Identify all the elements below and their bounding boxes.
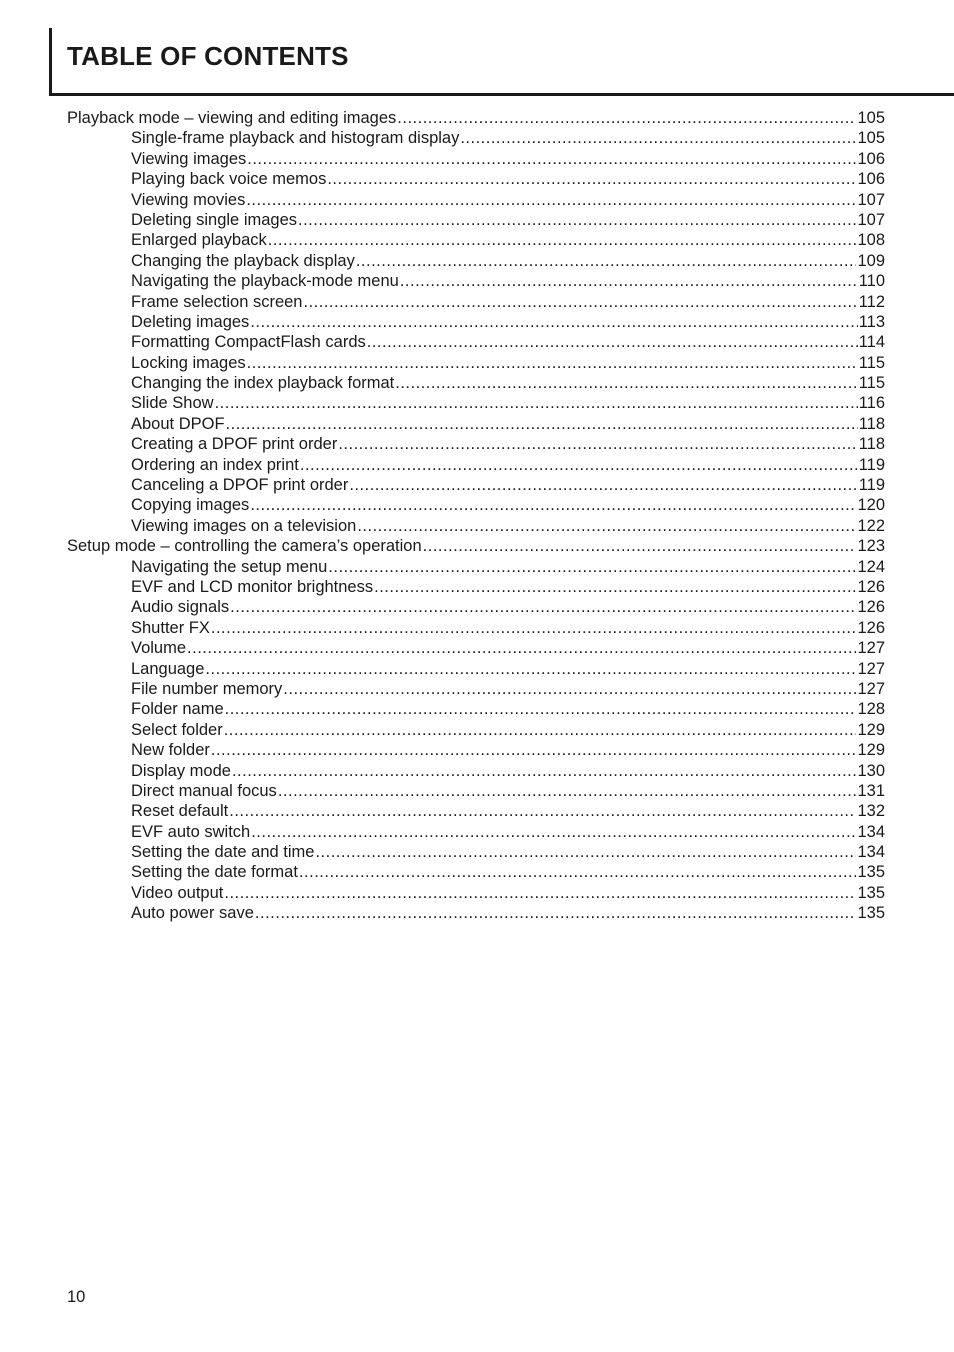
toc-entry-page: 119 — [858, 476, 885, 495]
toc-entry-label: EVF and LCD monitor brightness — [131, 577, 374, 596]
toc-entry-label: Folder name — [131, 700, 224, 719]
toc-entry-page: 106 — [857, 149, 885, 168]
toc-entry-label: Video output — [131, 883, 224, 902]
toc-entry-page: 116 — [858, 394, 885, 413]
toc-entry-label: Display mode — [131, 761, 231, 780]
dot-leader — [250, 312, 857, 332]
toc-entry-page: 127 — [857, 679, 885, 698]
dot-leader — [367, 332, 858, 352]
toc-entry-label: Ordering an index print — [131, 455, 299, 474]
toc-entry-label: Enlarged playback — [131, 231, 267, 250]
toc-entry-page: 131 — [857, 781, 885, 800]
dot-leader — [255, 903, 857, 923]
toc-entry-label: Creating a DPOF print order — [131, 435, 338, 454]
toc-entry-label: Shutter FX — [131, 618, 210, 637]
toc-entry-page: 135 — [857, 863, 885, 882]
toc-entry-page: 129 — [857, 720, 885, 739]
page-number: 10 — [67, 1288, 86, 1306]
toc-entry[interactable] — [67, 292, 885, 312]
dot-leader — [247, 353, 858, 373]
toc-entry-page: 114 — [858, 333, 885, 352]
toc-entry[interactable] — [67, 597, 885, 617]
toc-entry-page: 113 — [858, 312, 885, 331]
toc-entry-label: Viewing images on a television — [131, 516, 357, 535]
toc-entry-label: Navigating the setup menu — [131, 557, 328, 576]
dot-leader — [400, 271, 858, 291]
toc-entry[interactable] — [67, 169, 885, 189]
toc-entry-label: Copying images — [131, 496, 250, 515]
toc-entry[interactable] — [67, 740, 885, 760]
toc-entry[interactable] — [67, 842, 885, 862]
toc-entry[interactable] — [67, 495, 885, 515]
toc-entry-label: Playback mode – viewing and editing images — [67, 109, 397, 127]
toc-entry[interactable] — [67, 679, 885, 699]
toc-entry[interactable] — [67, 414, 885, 434]
toc-entry-label: Language — [131, 659, 205, 678]
toc-entry-page: 126 — [857, 598, 885, 617]
dot-leader — [338, 434, 857, 454]
dot-leader — [205, 659, 856, 679]
toc-entry-label: Direct manual focus — [131, 781, 277, 800]
toc-entry[interactable] — [67, 577, 885, 597]
dot-leader — [226, 414, 858, 434]
toc-entry-label: Viewing images — [131, 149, 247, 168]
toc-section-entry[interactable] — [67, 108, 885, 128]
toc-entry-page: 129 — [857, 741, 885, 760]
dot-leader — [250, 495, 856, 515]
toc-entry-page: 118 — [858, 435, 885, 454]
toc-entry[interactable] — [67, 618, 885, 638]
dot-leader — [357, 516, 856, 536]
toc-entry-page: 105 — [857, 109, 885, 127]
toc-entry[interactable] — [67, 801, 885, 821]
toc-entry-label: About DPOF — [131, 414, 225, 433]
dot-leader — [374, 577, 856, 597]
toc-entry-label: Reset default — [131, 802, 229, 821]
toc-entry-page: 119 — [858, 455, 885, 474]
toc-entry-label: Frame selection screen — [131, 292, 303, 311]
dot-leader — [187, 638, 856, 658]
toc-entry-label: File number memory — [131, 679, 283, 698]
toc-entry[interactable] — [67, 720, 885, 740]
table-of-contents — [67, 108, 885, 924]
toc-entry-label: Audio signals — [131, 598, 230, 617]
toc-entry-page: 126 — [857, 577, 885, 596]
toc-entry[interactable] — [67, 761, 885, 781]
dot-leader — [229, 801, 856, 821]
dot-leader — [211, 618, 857, 638]
dot-leader — [232, 761, 857, 781]
toc-entry-label: Deleting images — [131, 312, 250, 331]
toc-entry[interactable] — [67, 557, 885, 577]
toc-entry[interactable] — [67, 638, 885, 658]
toc-entry[interactable] — [67, 434, 885, 454]
toc-entry[interactable] — [67, 128, 885, 148]
toc-entry[interactable] — [67, 190, 885, 210]
dot-leader — [211, 740, 857, 760]
toc-entry-label: Single-frame playback and histogram display — [131, 129, 460, 148]
dot-leader — [356, 251, 857, 271]
toc-entry-label: Navigating the playback-mode menu — [131, 272, 399, 291]
toc-entry-page: 107 — [857, 190, 885, 209]
toc-entry-page: 127 — [857, 659, 885, 678]
toc-entry-page: 115 — [858, 353, 885, 372]
dot-leader — [225, 699, 857, 719]
toc-entry-page: 118 — [858, 414, 885, 433]
toc-entry-label: Select folder — [131, 720, 223, 739]
dot-leader — [397, 108, 856, 128]
toc-entry-page: 126 — [857, 618, 885, 637]
dot-leader — [299, 862, 857, 882]
dot-leader — [247, 149, 856, 169]
toc-entry-page: 112 — [858, 292, 885, 311]
toc-entry[interactable] — [67, 373, 885, 393]
toc-entry-label: Formatting CompactFlash cards — [131, 333, 366, 352]
toc-entry-label: New folder — [131, 741, 210, 760]
toc-entry-label: Viewing movies — [131, 190, 246, 209]
toc-entry-page: 106 — [857, 170, 885, 189]
dot-leader — [268, 230, 857, 250]
dot-leader — [224, 720, 857, 740]
toc-entry-label: Volume — [131, 639, 187, 658]
toc-entry-page: 107 — [857, 210, 885, 229]
dot-leader — [283, 679, 856, 699]
toc-entry[interactable] — [67, 883, 885, 903]
toc-entry-label: Changing the playback display — [131, 251, 355, 270]
dot-leader — [315, 842, 856, 862]
dot-leader — [215, 393, 858, 413]
toc-entry-page: 128 — [857, 700, 885, 719]
toc-entry[interactable] — [67, 781, 885, 801]
toc-entry-page: 135 — [857, 883, 885, 902]
toc-entry-label: EVF auto switch — [131, 822, 251, 841]
toc-entry-page: 109 — [857, 251, 885, 270]
toc-entry-page: 105 — [857, 129, 885, 148]
dot-leader — [327, 169, 856, 189]
toc-entry-page: 123 — [857, 537, 885, 556]
toc-entry-label: Setting the date and time — [131, 843, 315, 862]
toc-entry[interactable] — [67, 862, 885, 882]
toc-entry[interactable] — [67, 516, 885, 536]
toc-entry-page: 120 — [857, 496, 885, 515]
toc-entry-label: Setting the date format — [131, 863, 298, 882]
toc-entry-page: 115 — [858, 374, 885, 393]
toc-entry[interactable] — [67, 822, 885, 842]
toc-entry-page: 135 — [857, 904, 885, 923]
toc-entry[interactable] — [67, 903, 885, 923]
toc-entry[interactable] — [67, 149, 885, 169]
toc-entry[interactable] — [67, 475, 885, 495]
toc-entry-page: 130 — [857, 761, 885, 780]
toc-entry[interactable] — [67, 393, 885, 413]
dot-leader — [246, 190, 856, 210]
toc-entry[interactable] — [67, 210, 885, 230]
toc-entry-page: 134 — [857, 822, 885, 841]
page-title: TABLE OF CONTENTS — [67, 41, 349, 71]
dot-leader — [224, 883, 856, 903]
toc-entry-label: Locking images — [131, 353, 246, 372]
dot-leader — [300, 455, 858, 475]
dot-leader — [328, 557, 856, 577]
toc-entry-page: 108 — [857, 231, 885, 250]
toc-entry-page: 124 — [857, 557, 885, 576]
dot-leader — [304, 292, 858, 312]
dot-leader — [251, 822, 856, 842]
toc-entry-label: Auto power save — [131, 904, 254, 923]
toc-entry-page: 127 — [857, 639, 885, 658]
toc-entry[interactable] — [67, 455, 885, 475]
dot-leader — [230, 597, 856, 617]
toc-entry[interactable] — [67, 353, 885, 373]
toc-entry[interactable] — [67, 312, 885, 332]
toc-entry-page: 110 — [858, 272, 885, 291]
toc-entry-label: Setup mode – controlling the camera’s operation — [67, 537, 422, 556]
toc-section-entry[interactable] — [67, 536, 885, 556]
dot-leader — [423, 536, 857, 556]
dot-leader — [298, 210, 856, 230]
toc-entry-label: Slide Show — [131, 394, 214, 413]
toc-entry-label: Deleting single images — [131, 210, 298, 229]
dot-leader — [395, 373, 857, 393]
toc-entry-page: 132 — [857, 802, 885, 821]
toc-entry-page: 134 — [857, 843, 885, 862]
dot-leader — [460, 128, 856, 148]
toc-entry[interactable] — [67, 230, 885, 250]
toc-entry[interactable] — [67, 271, 885, 291]
toc-entry-label: Changing the index playback format — [131, 374, 395, 393]
toc-entry[interactable] — [67, 332, 885, 352]
dot-leader — [278, 781, 857, 801]
toc-entry[interactable] — [67, 659, 885, 679]
toc-entry-label: Playing back voice memos — [131, 170, 327, 189]
toc-entry[interactable] — [67, 699, 885, 719]
toc-entry[interactable] — [67, 251, 885, 271]
dot-leader — [349, 475, 857, 495]
toc-entry-label: Canceling a DPOF print order — [131, 476, 349, 495]
toc-entry-page: 122 — [857, 516, 885, 535]
